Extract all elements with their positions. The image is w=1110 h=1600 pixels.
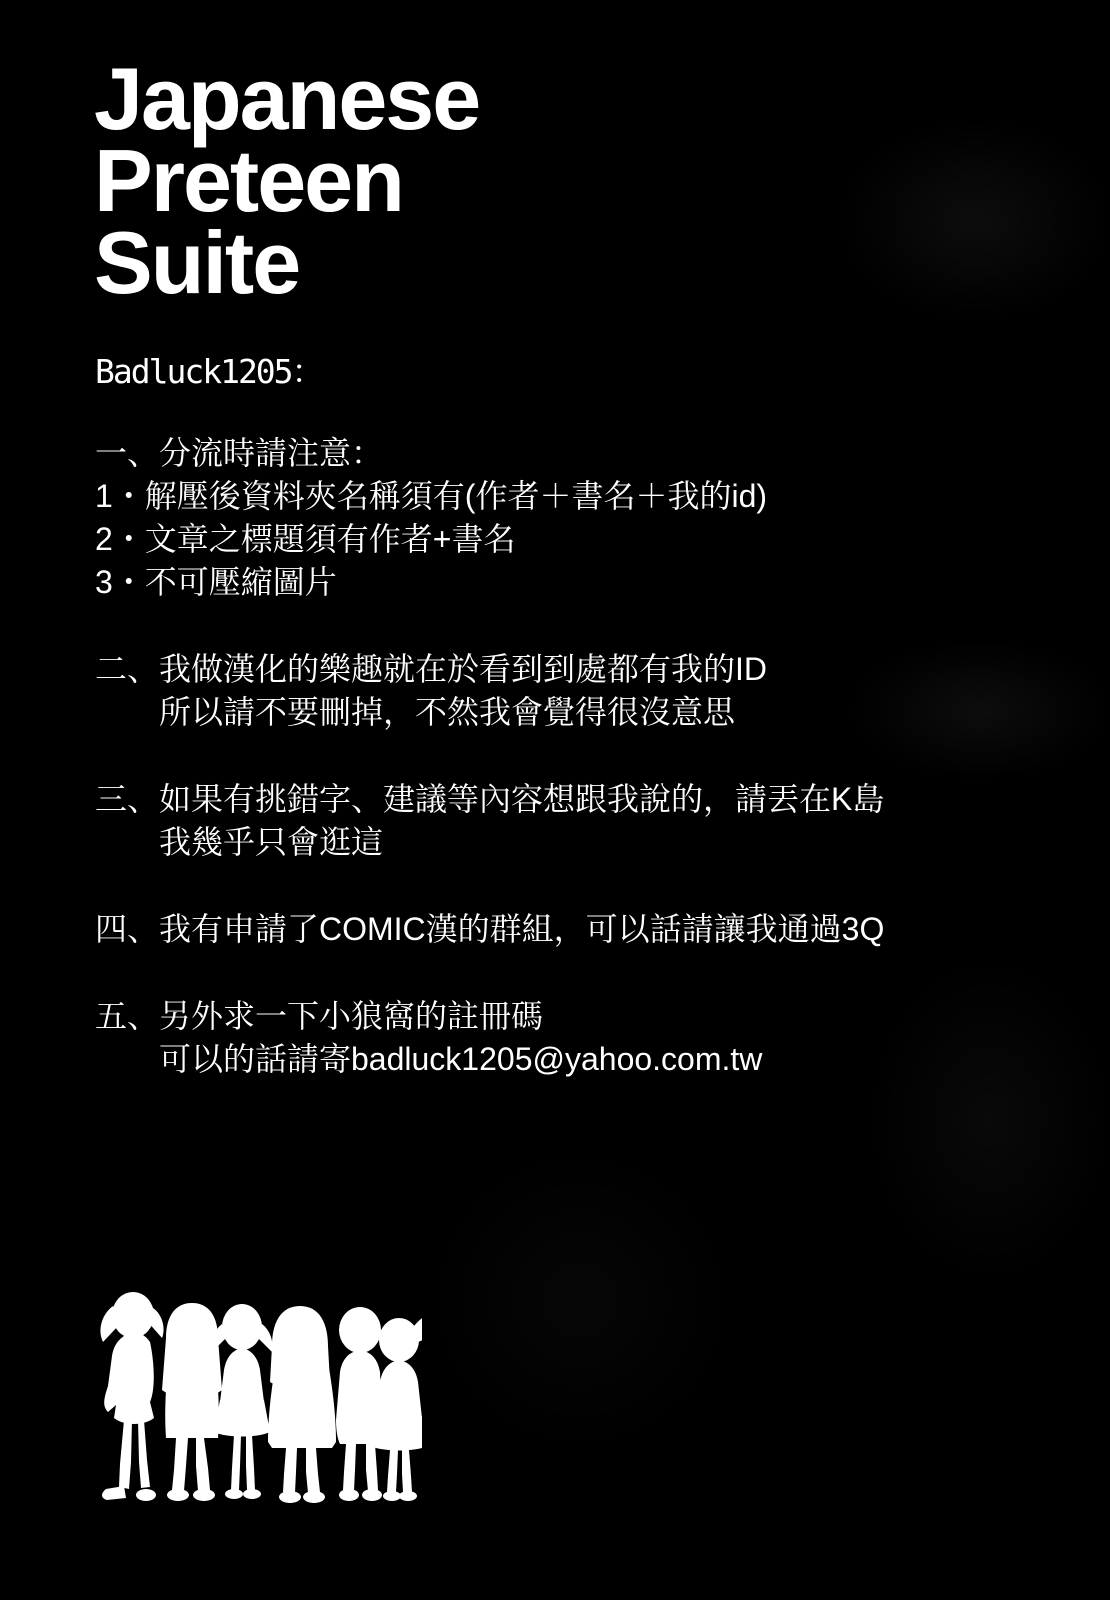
scan-noise-overlay <box>430 1150 730 1450</box>
scan-noise-overlay <box>870 960 1110 1280</box>
note-line: 所以請不要刪掉，不然我會覺得很沒意思 <box>159 694 736 730</box>
translator-handle: Badluck1205： <box>95 352 323 391</box>
page-title <box>94 49 480 312</box>
title-line-2: Preteen <box>94 131 403 230</box>
note-section-distribution <box>95 432 884 604</box>
translator-notes <box>95 432 884 1081</box>
note-line: 我幾乎只會逛這 <box>159 824 384 860</box>
note-line: 五、另外求一下小狼窩的註冊碼 <box>95 998 544 1034</box>
note-line: 二、我做漢化的樂趣就在於看到到處都有我的ID <box>95 651 768 687</box>
title-line-1: Japanese <box>94 49 480 148</box>
note-section-feedback <box>95 778 884 864</box>
note-line: 可以的話請寄badluck1205@yahoo.com.tw <box>159 1041 763 1077</box>
note-line: 四、我有申請了COMIC漢的群組，可以話請讓我通過3Q <box>95 911 885 947</box>
note-line: 1・解壓後資料夾名稱須有(作者＋書名＋我的id) <box>95 478 768 514</box>
scan-noise-overlay <box>840 120 1110 320</box>
note-section-group-request <box>95 908 884 951</box>
note-section-registration-code <box>95 995 884 1081</box>
title-line-3: Suite <box>94 213 300 312</box>
six-girls-silhouette <box>100 1290 422 1508</box>
note-section-keep-id <box>95 648 884 734</box>
note-line: 三、如果有挑錯字、建議等內容想跟我說的，請丟在K島 <box>95 781 885 817</box>
scan-noise-overlay <box>850 640 1110 780</box>
note-line: 一、分流時請注意： <box>95 435 384 471</box>
note-line: 3・不可壓縮圖片 <box>95 564 337 600</box>
note-line: 2・文章之標題須有作者+書名 <box>95 521 516 557</box>
